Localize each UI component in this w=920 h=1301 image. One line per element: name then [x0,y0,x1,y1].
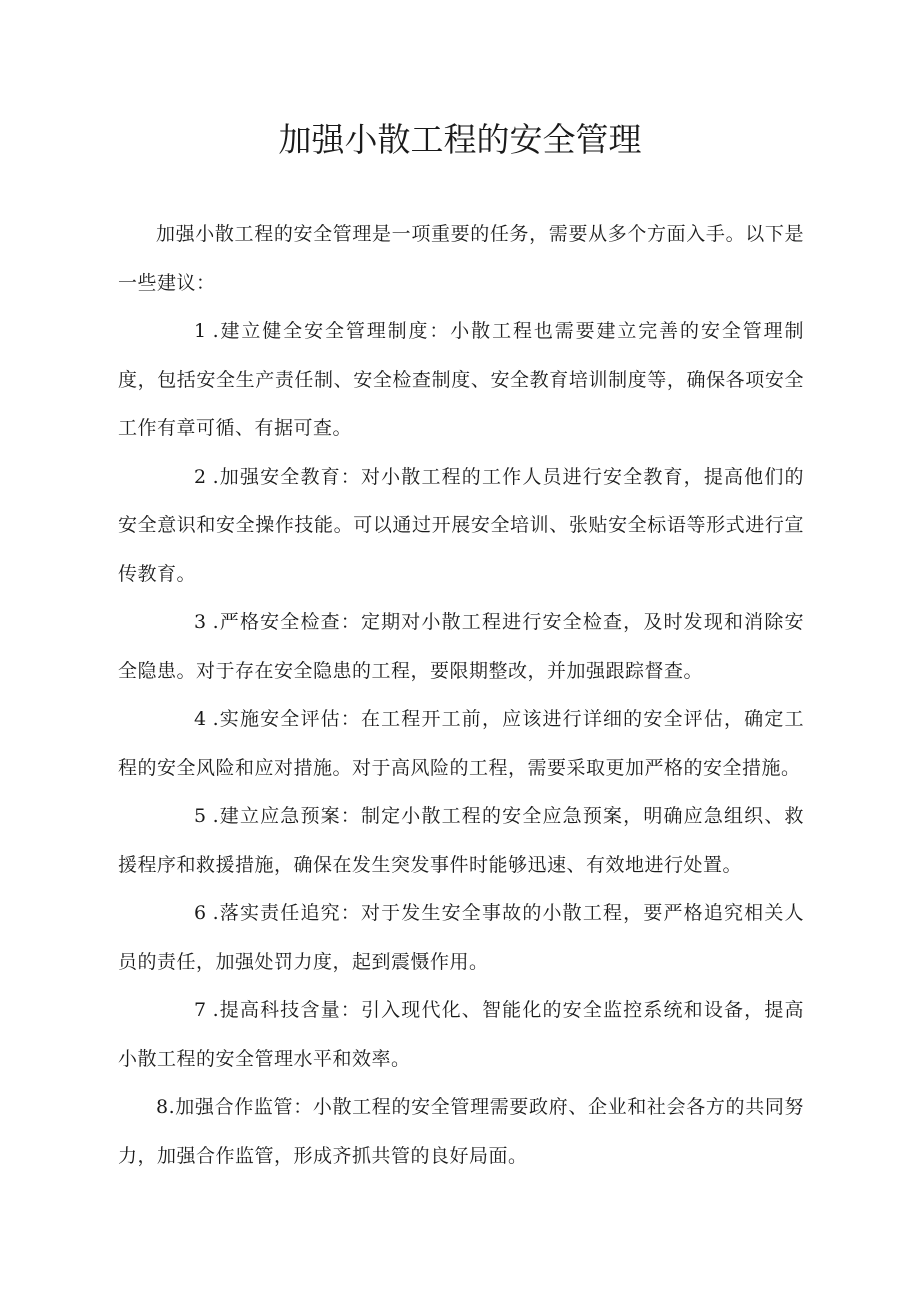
item-number: 8 [156,1096,169,1118]
item-number: 1 [194,320,207,342]
list-item-4 [118,695,804,792]
item-number: 2 [194,465,207,488]
item-number: 6 [194,902,207,924]
document-title: 加强小散工程的安全管理 [278,120,642,159]
list-item-1 [118,307,804,453]
intro-paragraph: 加强小散工程的安全管理是一项重要的任务，需要从多个方面入手。以下是一些建议： [118,223,804,294]
item-text: .实施安全评估：在工程开工前，应该进行详细的安全评估，确定工程的安全风险和应对措施。对于高风险的工程，需要采取更加严格的安全措施。 [118,708,804,779]
item-text: .建立应急预案：制定小散工程的安全应急预案，明确应急组织、救援程序和救援措施，确保在发生突发事件时能够迅速、有效地进行处置。 [118,805,804,876]
list-item-7 [118,986,804,1083]
list-item-5 [118,792,804,889]
item-text: .建立健全安全管理制度：小散工程也需要建立完善的安全管理制度，包括安全生产责任制、安全检查制度、安全教育培训制度等，确保各项安全工作有章可循、有据可查。 [118,320,804,439]
item-text: .提高科技含量：引入现代化、智能化的安全监控系统和设备，提高小散工程的安全管理水平和效率。 [118,999,804,1070]
item-text: .加强合作监管：小散工程的安全管理需要政府、企业和社会各方的共同努力，加强合作监管，形成齐抓共管的良好局面。 [118,1096,804,1167]
item-number: 7 [194,999,207,1021]
item-text: .加强安全教育：对小散工程的工作人员进行安全教育，提高他们的安全意识和安全操作技能。可以通过开展安全培训、张贴安全标语等形式进行宣传教育。 [118,465,804,585]
document-body [118,210,804,1180]
list-item-8 [118,1083,804,1180]
item-number: 4 [194,708,207,730]
item-text: .严格安全检查：定期对小散工程进行安全检查，及时发现和消除安全隐患。对于存在安全隐患的工程，要限期整改，并加强跟踪督查。 [118,611,804,682]
item-number: 3 [194,611,207,633]
list-item-3 [118,598,804,695]
list-item-6 [118,889,804,986]
item-text: .落实责任追究：对于发生安全事故的小散工程，要严格追究相关人员的责任，加强处罚力度，起到震慑作用。 [118,902,804,973]
list-item-2 [118,453,804,599]
item-number: 5 [194,805,207,827]
